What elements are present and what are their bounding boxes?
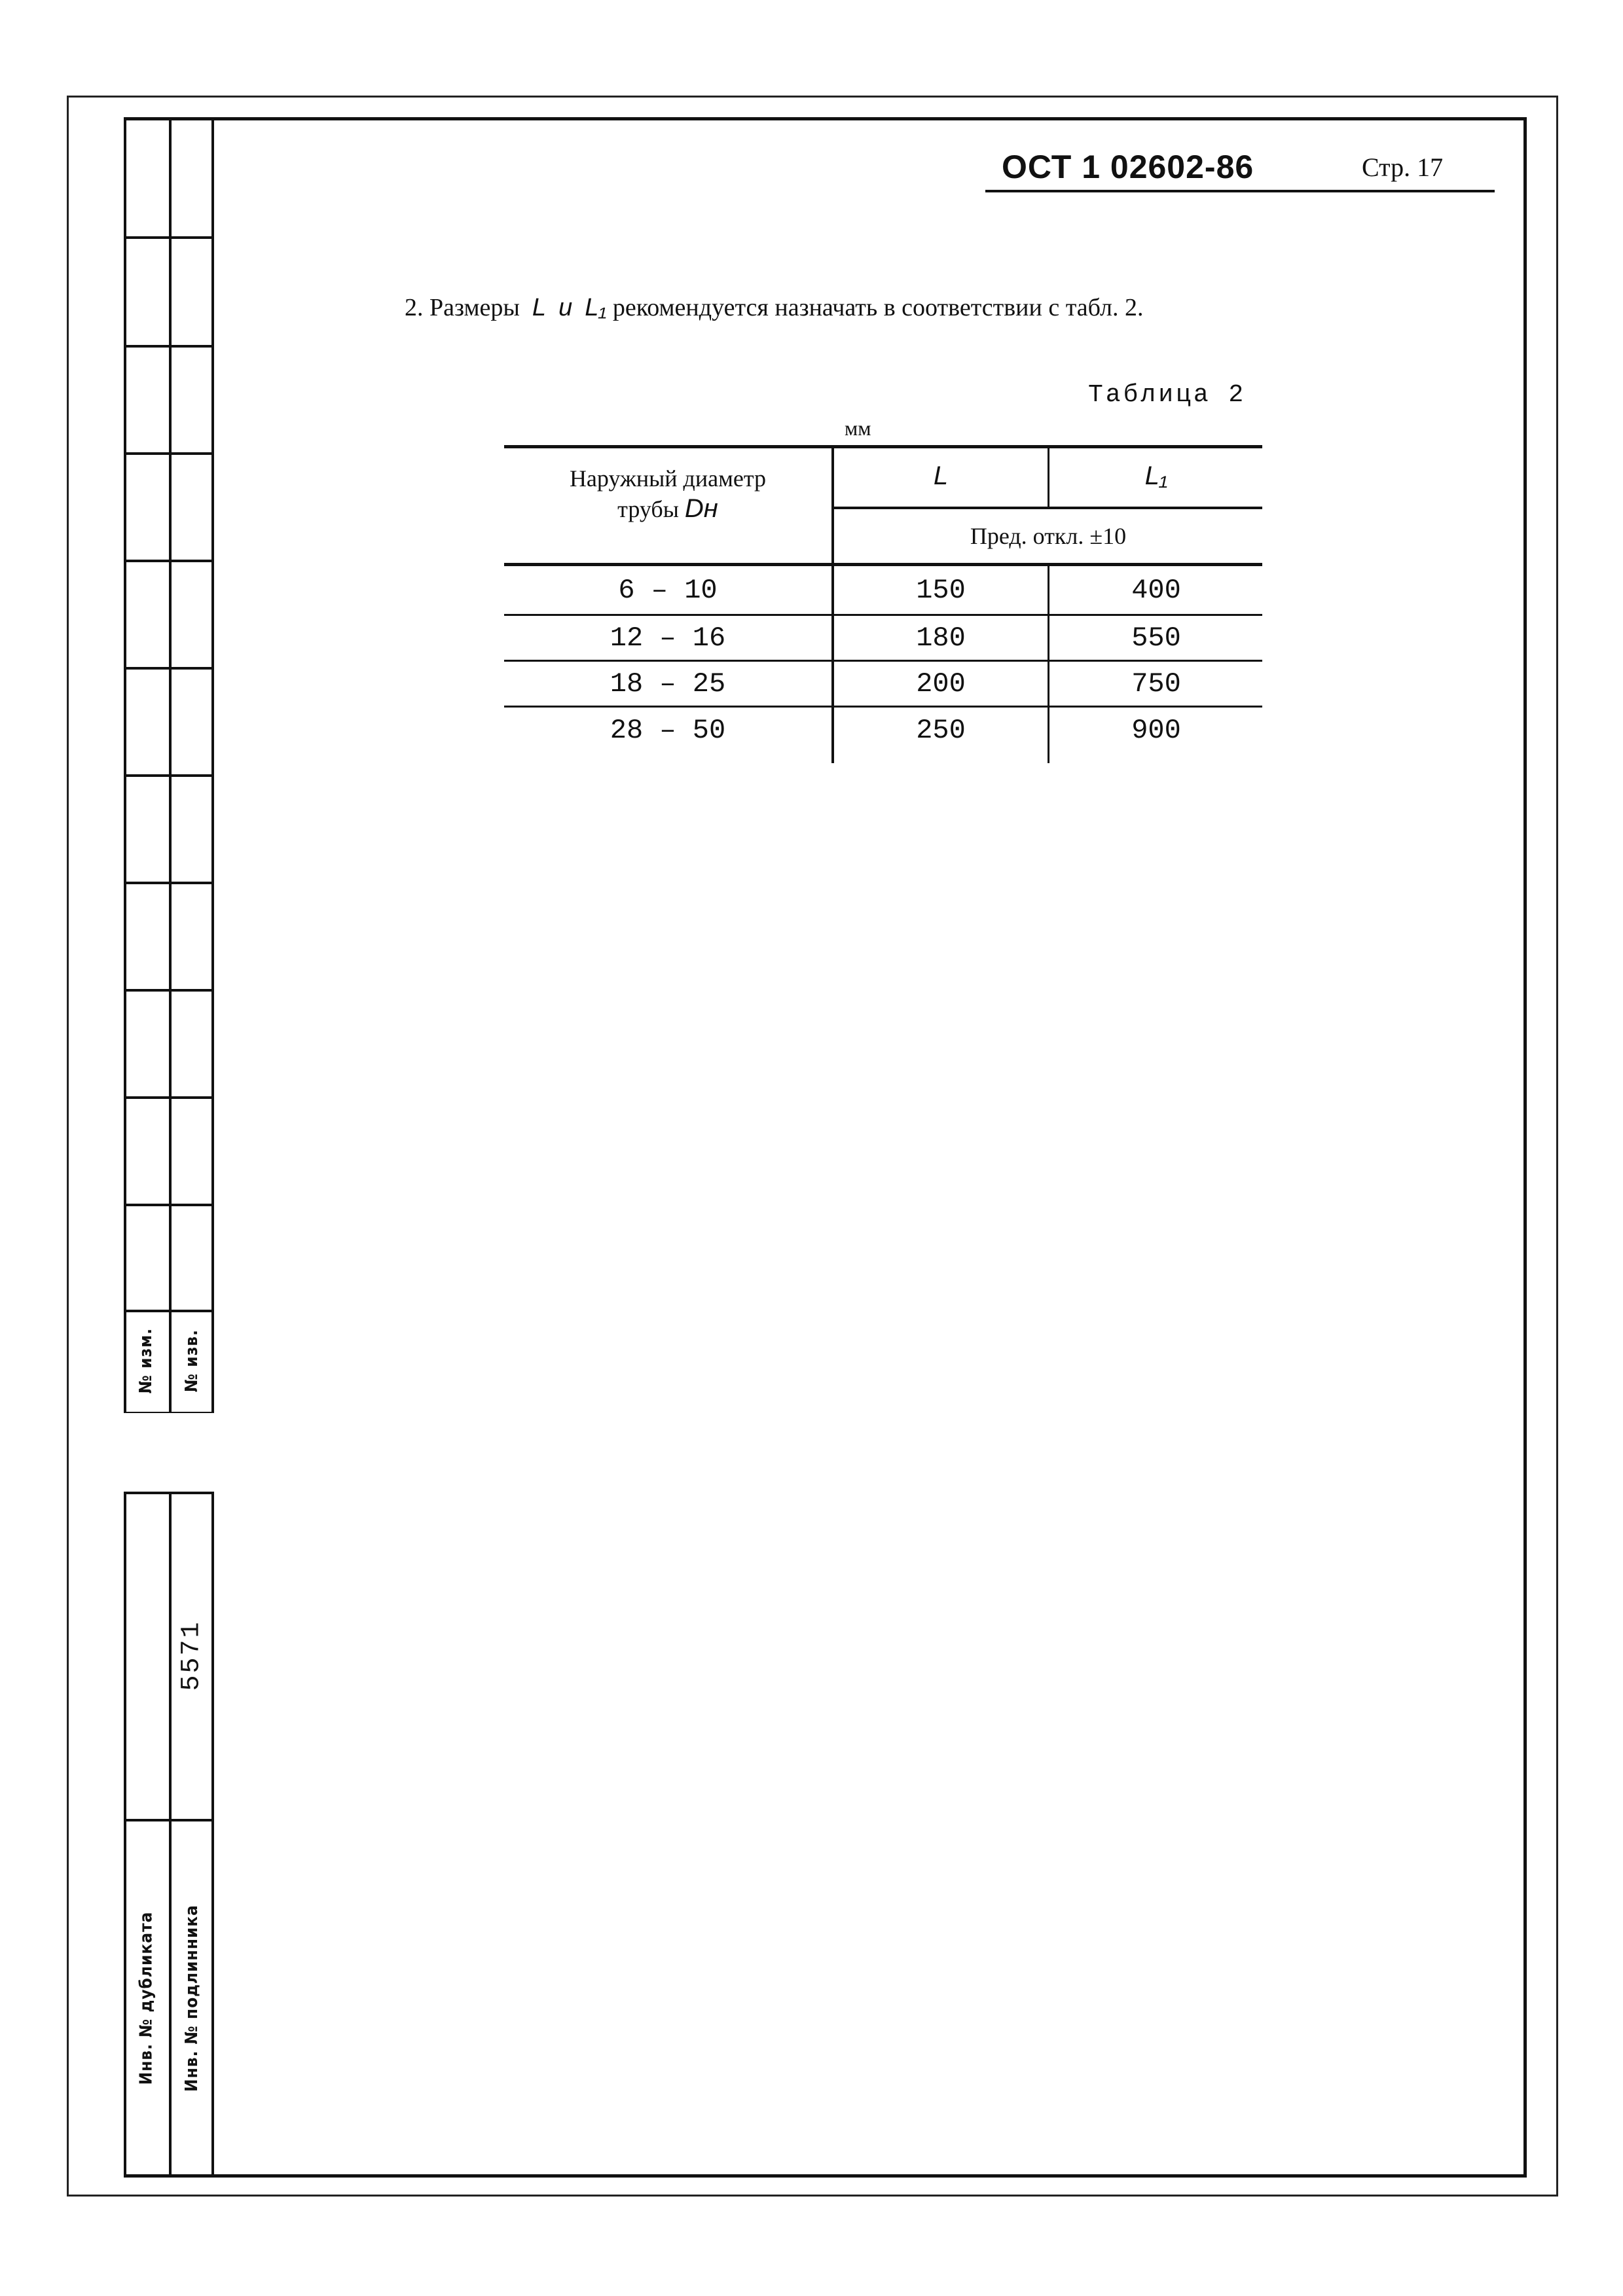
page-frame — [124, 117, 1527, 2178]
header-col-l1: L₁ — [1144, 461, 1168, 490]
stamp-divider — [124, 882, 214, 884]
stamp-divider — [124, 345, 214, 348]
table-rule — [504, 563, 1262, 566]
stamp-label-izm-text: № изм. — [136, 1327, 156, 1394]
stamp-divider — [124, 1492, 214, 1494]
page-number: Стр. 17 — [1362, 152, 1444, 182]
table-row-1-l1: 400 — [1131, 575, 1181, 606]
table-unit: мм — [845, 416, 871, 440]
symbol-l: L — [532, 294, 547, 321]
stamp-divider — [124, 774, 214, 777]
table-row-2-l1: 550 — [1131, 622, 1181, 654]
header-col-l: L — [933, 461, 949, 490]
dimensions-table — [504, 445, 1262, 763]
header-diameter-symbol: Dн — [684, 493, 718, 523]
table-row-3-range: 18 – 25 — [610, 668, 726, 700]
stamp-divider — [124, 667, 214, 670]
paragraph-rest: рекомендуется назначать в соответствии с табл. 2. — [612, 294, 1144, 321]
header-underline — [985, 190, 1495, 192]
stamp-label-izv-text: № изв. — [181, 1329, 202, 1392]
table-rule — [1048, 563, 1049, 763]
stamp-divider — [124, 452, 214, 455]
header-diameter-word: трубы — [617, 495, 679, 522]
stamp-divider — [124, 236, 214, 239]
stamp-label-izv — [169, 1310, 214, 1412]
stamp-divider — [124, 560, 214, 562]
table-row-4-l: 250 — [916, 715, 966, 746]
stamp-label-podl — [169, 1819, 214, 2178]
stamp-divider — [124, 117, 214, 120]
table-row-2-range: 12 – 16 — [610, 622, 726, 654]
stamp-gap — [124, 1413, 214, 1492]
table-row-3-l: 200 — [916, 668, 966, 700]
stamp-divider — [124, 1204, 214, 1206]
header-diameter — [504, 454, 831, 533]
stamp-column — [124, 117, 214, 2178]
table-rule — [1048, 445, 1049, 507]
table-row-1-range: 6 – 10 — [618, 575, 718, 606]
stamp-divider — [124, 989, 214, 992]
stamp-divider — [124, 1096, 214, 1099]
paragraph-2 — [405, 293, 1144, 322]
table-row-2-l: 180 — [916, 622, 966, 654]
document-code: ОСТ 1 02602-86 — [1002, 149, 1254, 185]
stamp-podl-value-text: 5571 — [177, 1619, 207, 1691]
symbol-l1: L₁ — [585, 294, 607, 321]
stamp-label-izm — [124, 1310, 169, 1412]
table-caption: Таблица 2 — [1088, 381, 1247, 409]
stamp-label-dub — [124, 1819, 169, 2178]
stamp-label-podl-text: Инв. № подлинника — [181, 1905, 202, 2092]
paragraph-lead: 2. Размеры — [405, 294, 520, 321]
stamp-podl-value — [169, 1577, 214, 1734]
header-tolerance: Пред. откл. ±10 — [970, 523, 1127, 549]
paragraph-and: и — [558, 294, 573, 321]
header-diameter-line2 — [617, 493, 718, 524]
table-row-4-range: 28 – 50 — [610, 715, 726, 746]
table-row-1-l: 150 — [916, 575, 966, 606]
table-row-3-l1: 750 — [1131, 668, 1181, 700]
table-row-4-l1: 900 — [1131, 715, 1181, 746]
stamp-label-dub-text: Инв. № дубликата — [136, 1911, 156, 2085]
header-diameter-line1: Наружный диаметр — [569, 465, 767, 492]
